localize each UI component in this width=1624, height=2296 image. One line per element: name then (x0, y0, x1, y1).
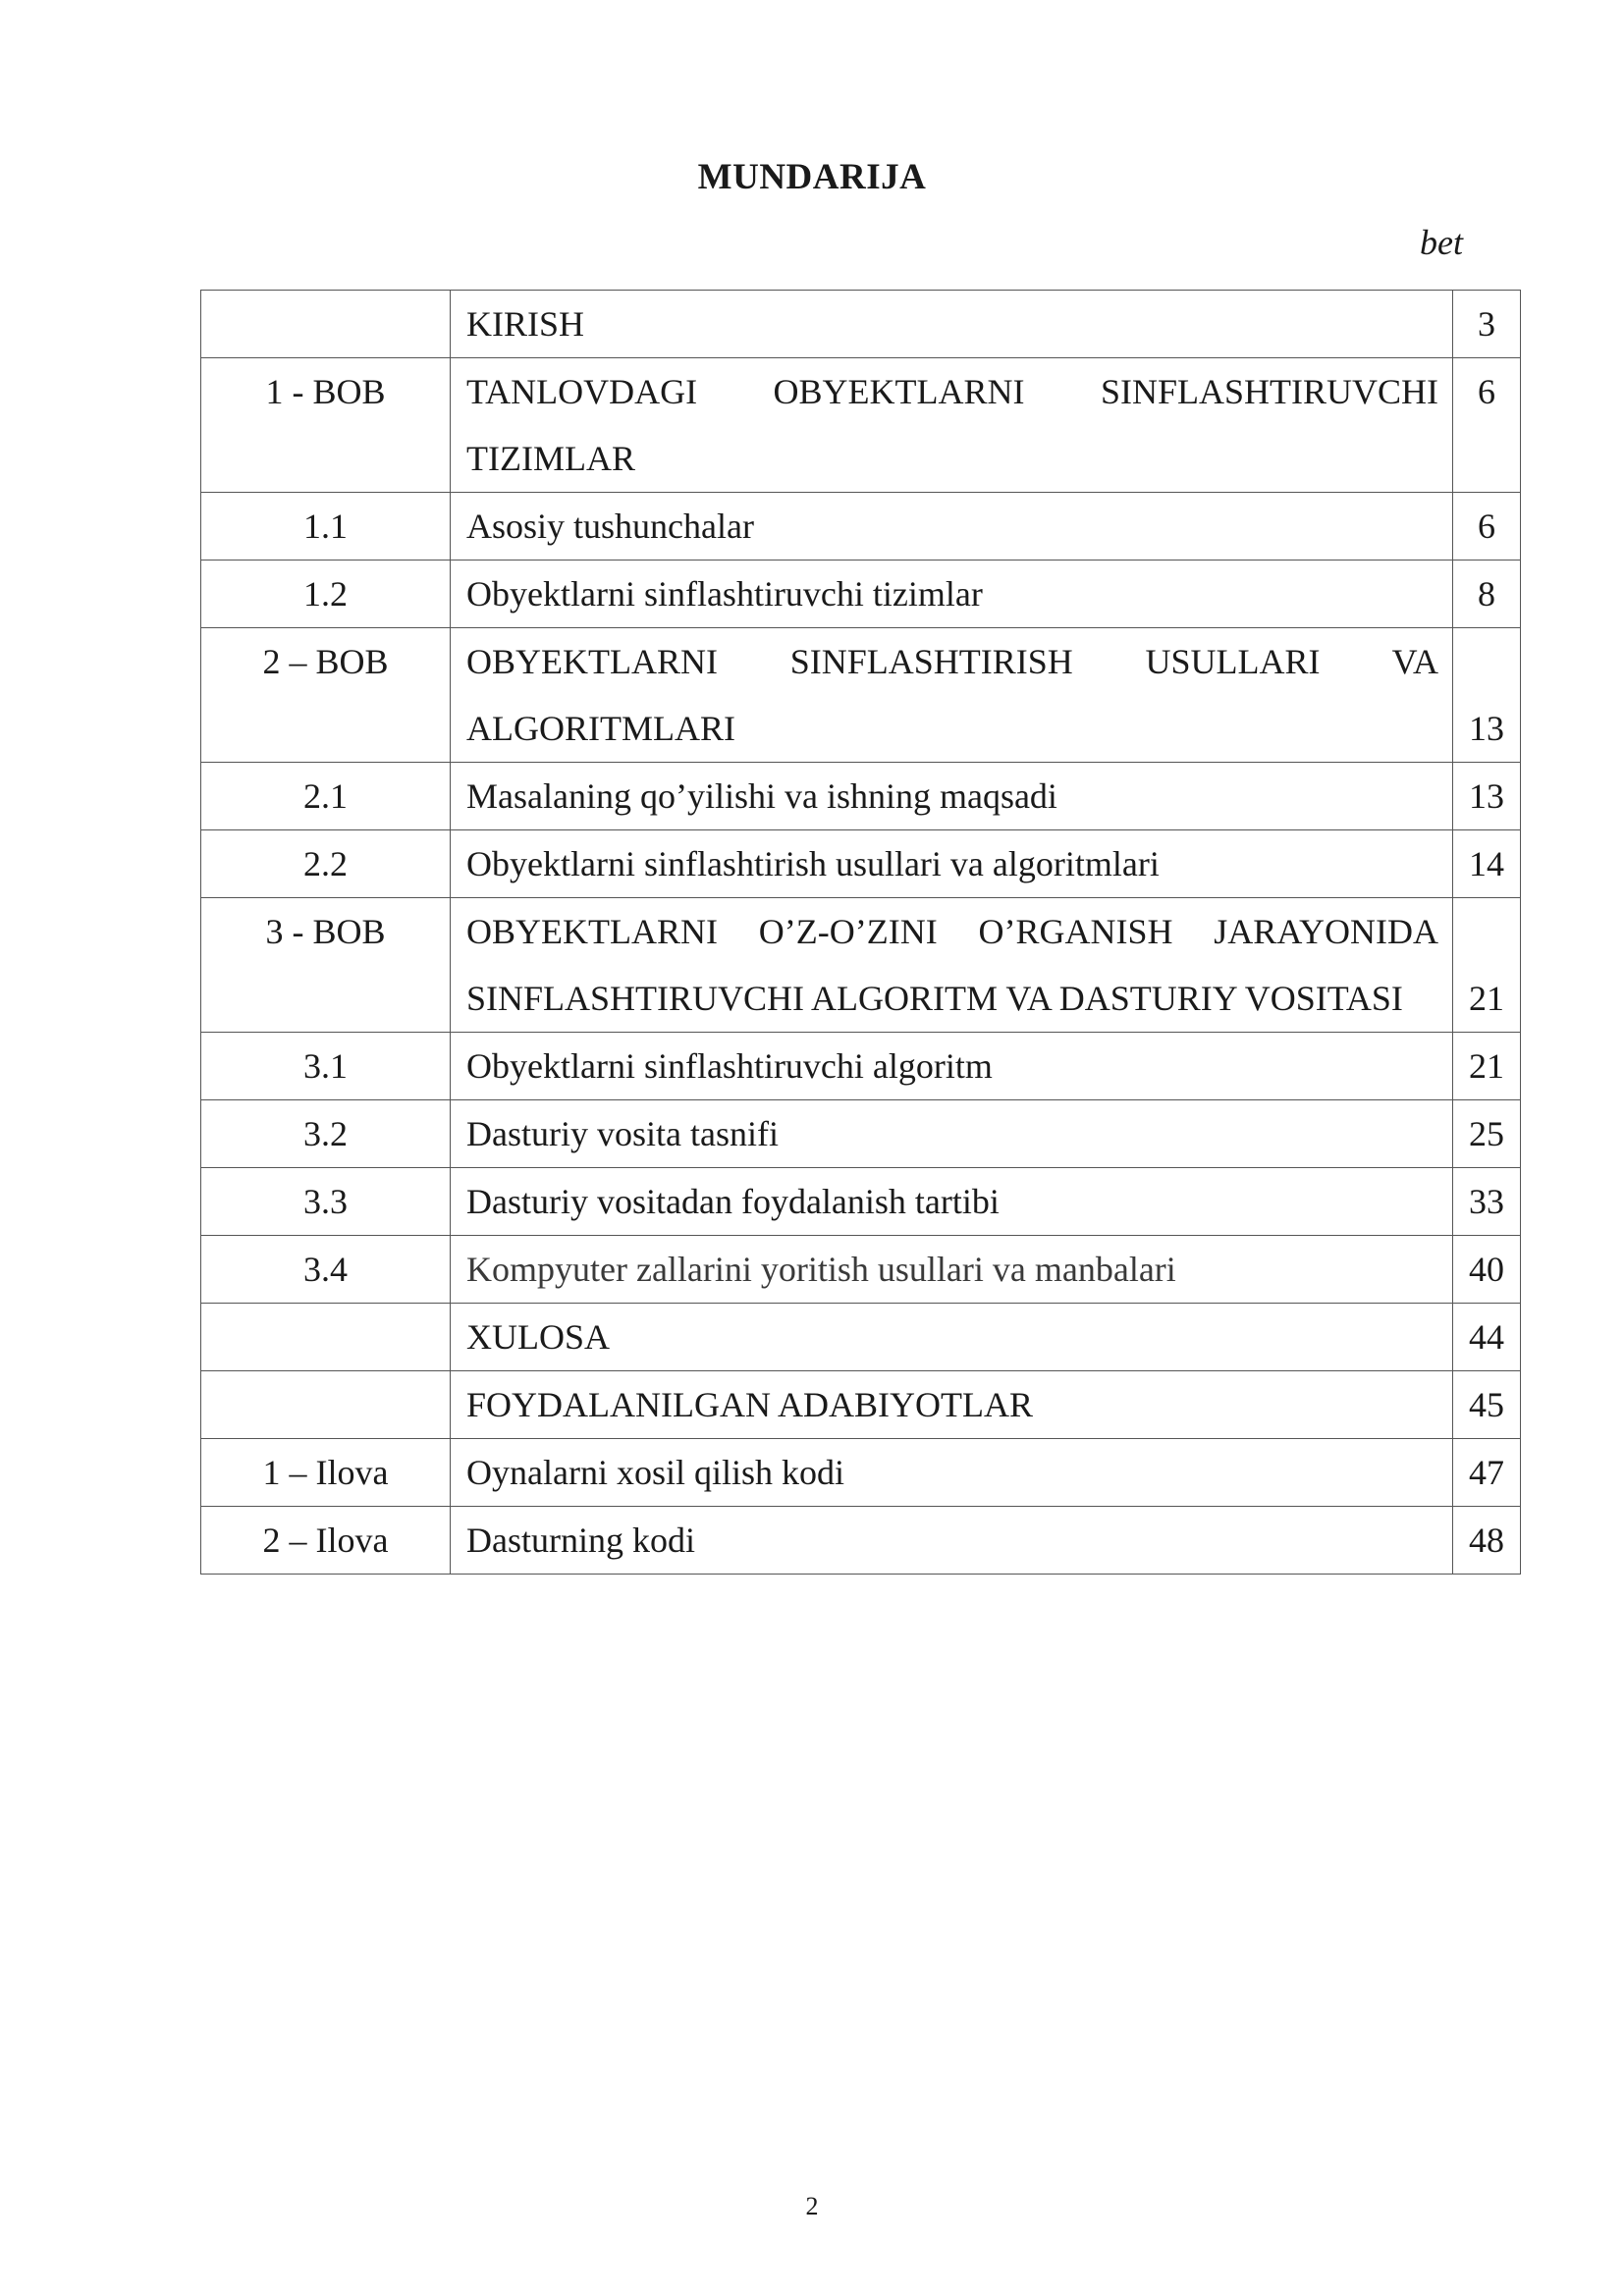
toc-page: 21 (1453, 898, 1521, 1033)
toc-row (201, 1168, 1521, 1236)
toc-page: 6 (1453, 358, 1521, 493)
toc-number: 3.2 (201, 1100, 451, 1168)
toc-title: Dasturning kodi (451, 1507, 1453, 1575)
footer-page-number: 2 (805, 2192, 819, 2220)
toc-row (201, 1236, 1521, 1304)
toc-number (201, 291, 451, 358)
toc-title: XULOSA (451, 1304, 1453, 1371)
toc-page: 8 (1453, 561, 1521, 628)
toc-title: Obyektlarni sinflashtiruvchi tizimlar (451, 561, 1453, 628)
toc-page: 13 (1453, 628, 1521, 763)
toc-row (201, 493, 1521, 561)
toc-number: 3.3 (201, 1168, 451, 1236)
toc-number: 3.4 (201, 1236, 451, 1304)
document-title: MUNDARIJA (697, 157, 927, 197)
toc-page: 47 (1453, 1439, 1521, 1507)
toc-number (201, 1371, 451, 1439)
toc-number: 3 - BOB (201, 898, 451, 1033)
toc-title: Obyektlarni sinflashtirish usullari va algoritmlari (451, 830, 1453, 898)
toc-title: Dasturiy vosita tasnifi (451, 1100, 1453, 1168)
toc-title: Oynalarni xosil qilish kodi (451, 1439, 1453, 1507)
toc-page: 33 (1453, 1168, 1521, 1236)
toc-row (201, 358, 1521, 493)
toc-number: 1 - BOB (201, 358, 451, 493)
toc-page: 40 (1453, 1236, 1521, 1304)
toc-number: 2.1 (201, 763, 451, 830)
toc-number (201, 1304, 451, 1371)
toc-row (201, 1439, 1521, 1507)
toc-title: OBYEKTLARNI O’Z-O’ZINI O’RGANISH JARAYONIDA SINFLASHTIRUVCHI ALGORITM VA DASTURIY VOSITASI (451, 898, 1453, 1033)
toc-page: 6 (1453, 493, 1521, 561)
toc-page: 25 (1453, 1100, 1521, 1168)
toc-row (201, 763, 1521, 830)
toc-number: 1 – Ilova (201, 1439, 451, 1507)
toc-row (201, 1304, 1521, 1371)
toc-title: OBYEKTLARNI SINFLASHTIRISH USULLARI VA ALGORITMLARI (451, 628, 1453, 763)
table-of-contents (200, 290, 1521, 1575)
toc-row (201, 830, 1521, 898)
toc-title: KIRISH (451, 291, 1453, 358)
toc-page: 48 (1453, 1507, 1521, 1575)
toc-title: Asosiy tushunchalar (451, 493, 1453, 561)
toc-page: 14 (1453, 830, 1521, 898)
toc-title: Kompyuter zallarini yoritish usullari va manbalari (451, 1236, 1453, 1304)
toc-page: 3 (1453, 291, 1521, 358)
page-column-label: bet (1420, 223, 1463, 262)
toc-title: TANLOVDAGI OBYEKTLARNI SINFLASHTIRUVCHI TIZIMLAR (451, 358, 1453, 493)
toc-row (201, 291, 1521, 358)
toc-row (201, 1371, 1521, 1439)
toc-row (201, 1100, 1521, 1168)
toc-number: 3.1 (201, 1033, 451, 1100)
toc-title: FOYDALANILGAN ADABIYOTLAR (451, 1371, 1453, 1439)
toc-page: 44 (1453, 1304, 1521, 1371)
toc-number: 1.2 (201, 561, 451, 628)
toc-row (201, 1033, 1521, 1100)
toc-number: 2 – BOB (201, 628, 451, 763)
toc-row (201, 1507, 1521, 1575)
toc-number: 1.1 (201, 493, 451, 561)
toc-title: Obyektlarni sinflashtiruvchi algoritm (451, 1033, 1453, 1100)
toc-row (201, 898, 1521, 1033)
toc-number: 2 – Ilova (201, 1507, 451, 1575)
toc-page: 45 (1453, 1371, 1521, 1439)
toc-page: 13 (1453, 763, 1521, 830)
toc-title: Dasturiy vositadan foydalanish tartibi (451, 1168, 1453, 1236)
toc-page: 21 (1453, 1033, 1521, 1100)
toc-row (201, 561, 1521, 628)
toc-row (201, 628, 1521, 763)
toc-title: Masalaning qo’yilishi va ishning maqsadi (451, 763, 1453, 830)
toc-number: 2.2 (201, 830, 451, 898)
